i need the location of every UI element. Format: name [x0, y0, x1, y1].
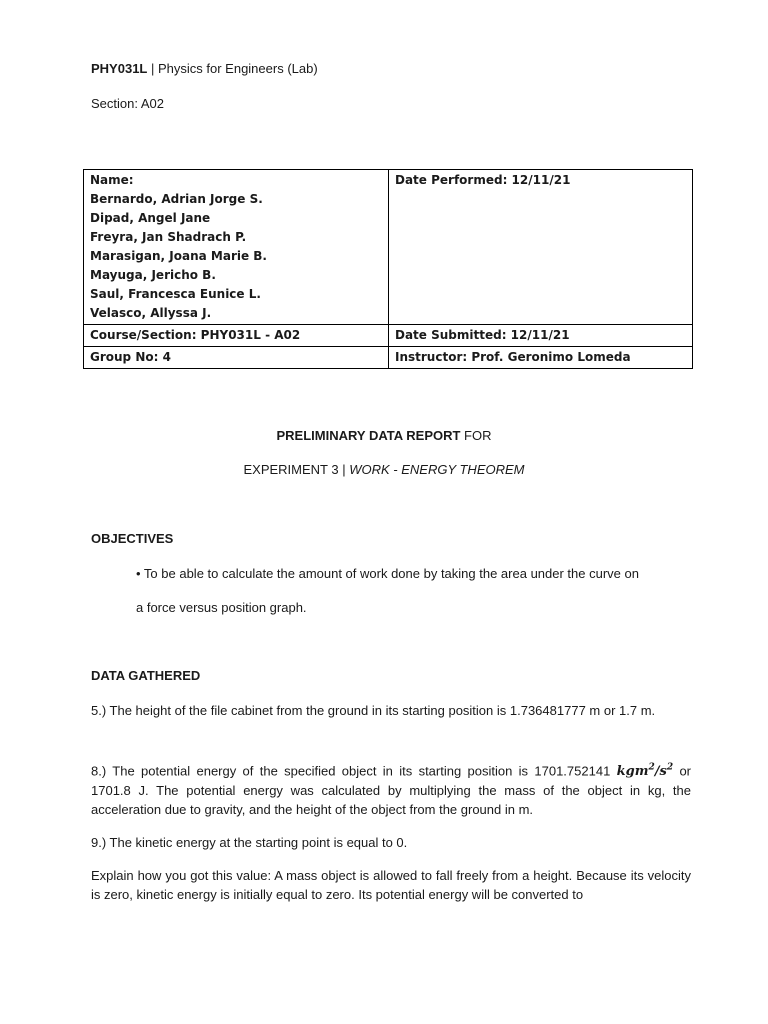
course-row: [84, 325, 693, 347]
member-name: Freyra, Jan Shadrach P.: [90, 230, 247, 244]
member-name: Velasco, Allyssa J.: [90, 306, 212, 320]
data-item-5: 5.) The height of the file cabinet from the ground in its starting position is 1.736481777 m or 1.7 m.: [91, 703, 656, 718]
member-name: Bernardo, Adrian Jorge S.: [90, 192, 263, 206]
section-line: Section: A02: [91, 96, 164, 111]
date-submitted-cell: Date Submitted: 12/11/21: [389, 325, 693, 347]
objective-line-continued: a force versus position graph.: [136, 600, 307, 615]
experiment-name: WORK - ENERGY THEOREM: [349, 462, 525, 477]
explanation-paragraph: Explain how you got this value: A mass object is allowed to fall freely from a height. Because its velocity is zero, kinetic energy is initially equal to zero. Its potential energy will be converted to: [91, 868, 691, 902]
item-8-text-b: or 1701.8 J. The potential energy was calculated by multiplying the mass of the object in kg, the acceleration due to gravity, and the height of the object from the ground in m.: [91, 763, 691, 818]
report-title-rest: FOR: [460, 428, 492, 443]
date-performed-cell: Date Performed: 12/11/21: [389, 170, 693, 325]
name-label: Name:: [90, 173, 134, 187]
names-row: [84, 170, 693, 325]
member-name: Mayuga, Jericho B.: [90, 268, 216, 282]
course-separator: |: [147, 61, 158, 76]
objectives-heading: OBJECTIVES: [91, 531, 174, 546]
objective-line: • To be able to calculate the amount of work done by taking the area under the curve on: [136, 566, 639, 581]
group-info-table: [83, 169, 693, 369]
report-title: [0, 428, 768, 443]
data-item-8: [91, 759, 691, 819]
instructor-cell: Instructor: Prof. Geronimo Lomeda: [389, 347, 693, 369]
data-item-9: 9.) The kinetic energy at the starting point is equal to 0.: [91, 835, 408, 850]
potential-energy-unit: [617, 764, 673, 779]
member-name: Marasigan, Joana Marie B.: [90, 249, 267, 263]
member-name: Saul, Francesca Eunice L.: [90, 287, 261, 301]
unit-denominator: /s: [654, 764, 667, 780]
course-name: Physics for Engineers (Lab): [157, 61, 318, 76]
unit-denominator-exponent: 2: [666, 763, 674, 773]
data-gathered-heading: DATA GATHERED: [91, 668, 201, 683]
group-row: [84, 347, 693, 369]
unit-exponent: 2: [648, 763, 655, 773]
item-8-text-a: 8.) The potential energy of the specified object in its starting position is 1701.752141: [91, 763, 617, 779]
experiment-prefix: EXPERIMENT 3 |: [243, 462, 350, 477]
course-section-cell: Course/Section: PHY031L - A02: [84, 325, 389, 347]
names-cell: [84, 170, 389, 325]
experiment-title: [0, 462, 768, 477]
course-code: PHY031L: [91, 61, 148, 76]
unit-base: kgm: [616, 764, 649, 780]
report-title-bold: PRELIMINARY DATA REPORT: [276, 428, 461, 443]
course-line: [91, 61, 318, 76]
member-name: Dipad, Angel Jane: [90, 211, 211, 225]
group-no-cell: Group No: 4: [84, 347, 389, 369]
